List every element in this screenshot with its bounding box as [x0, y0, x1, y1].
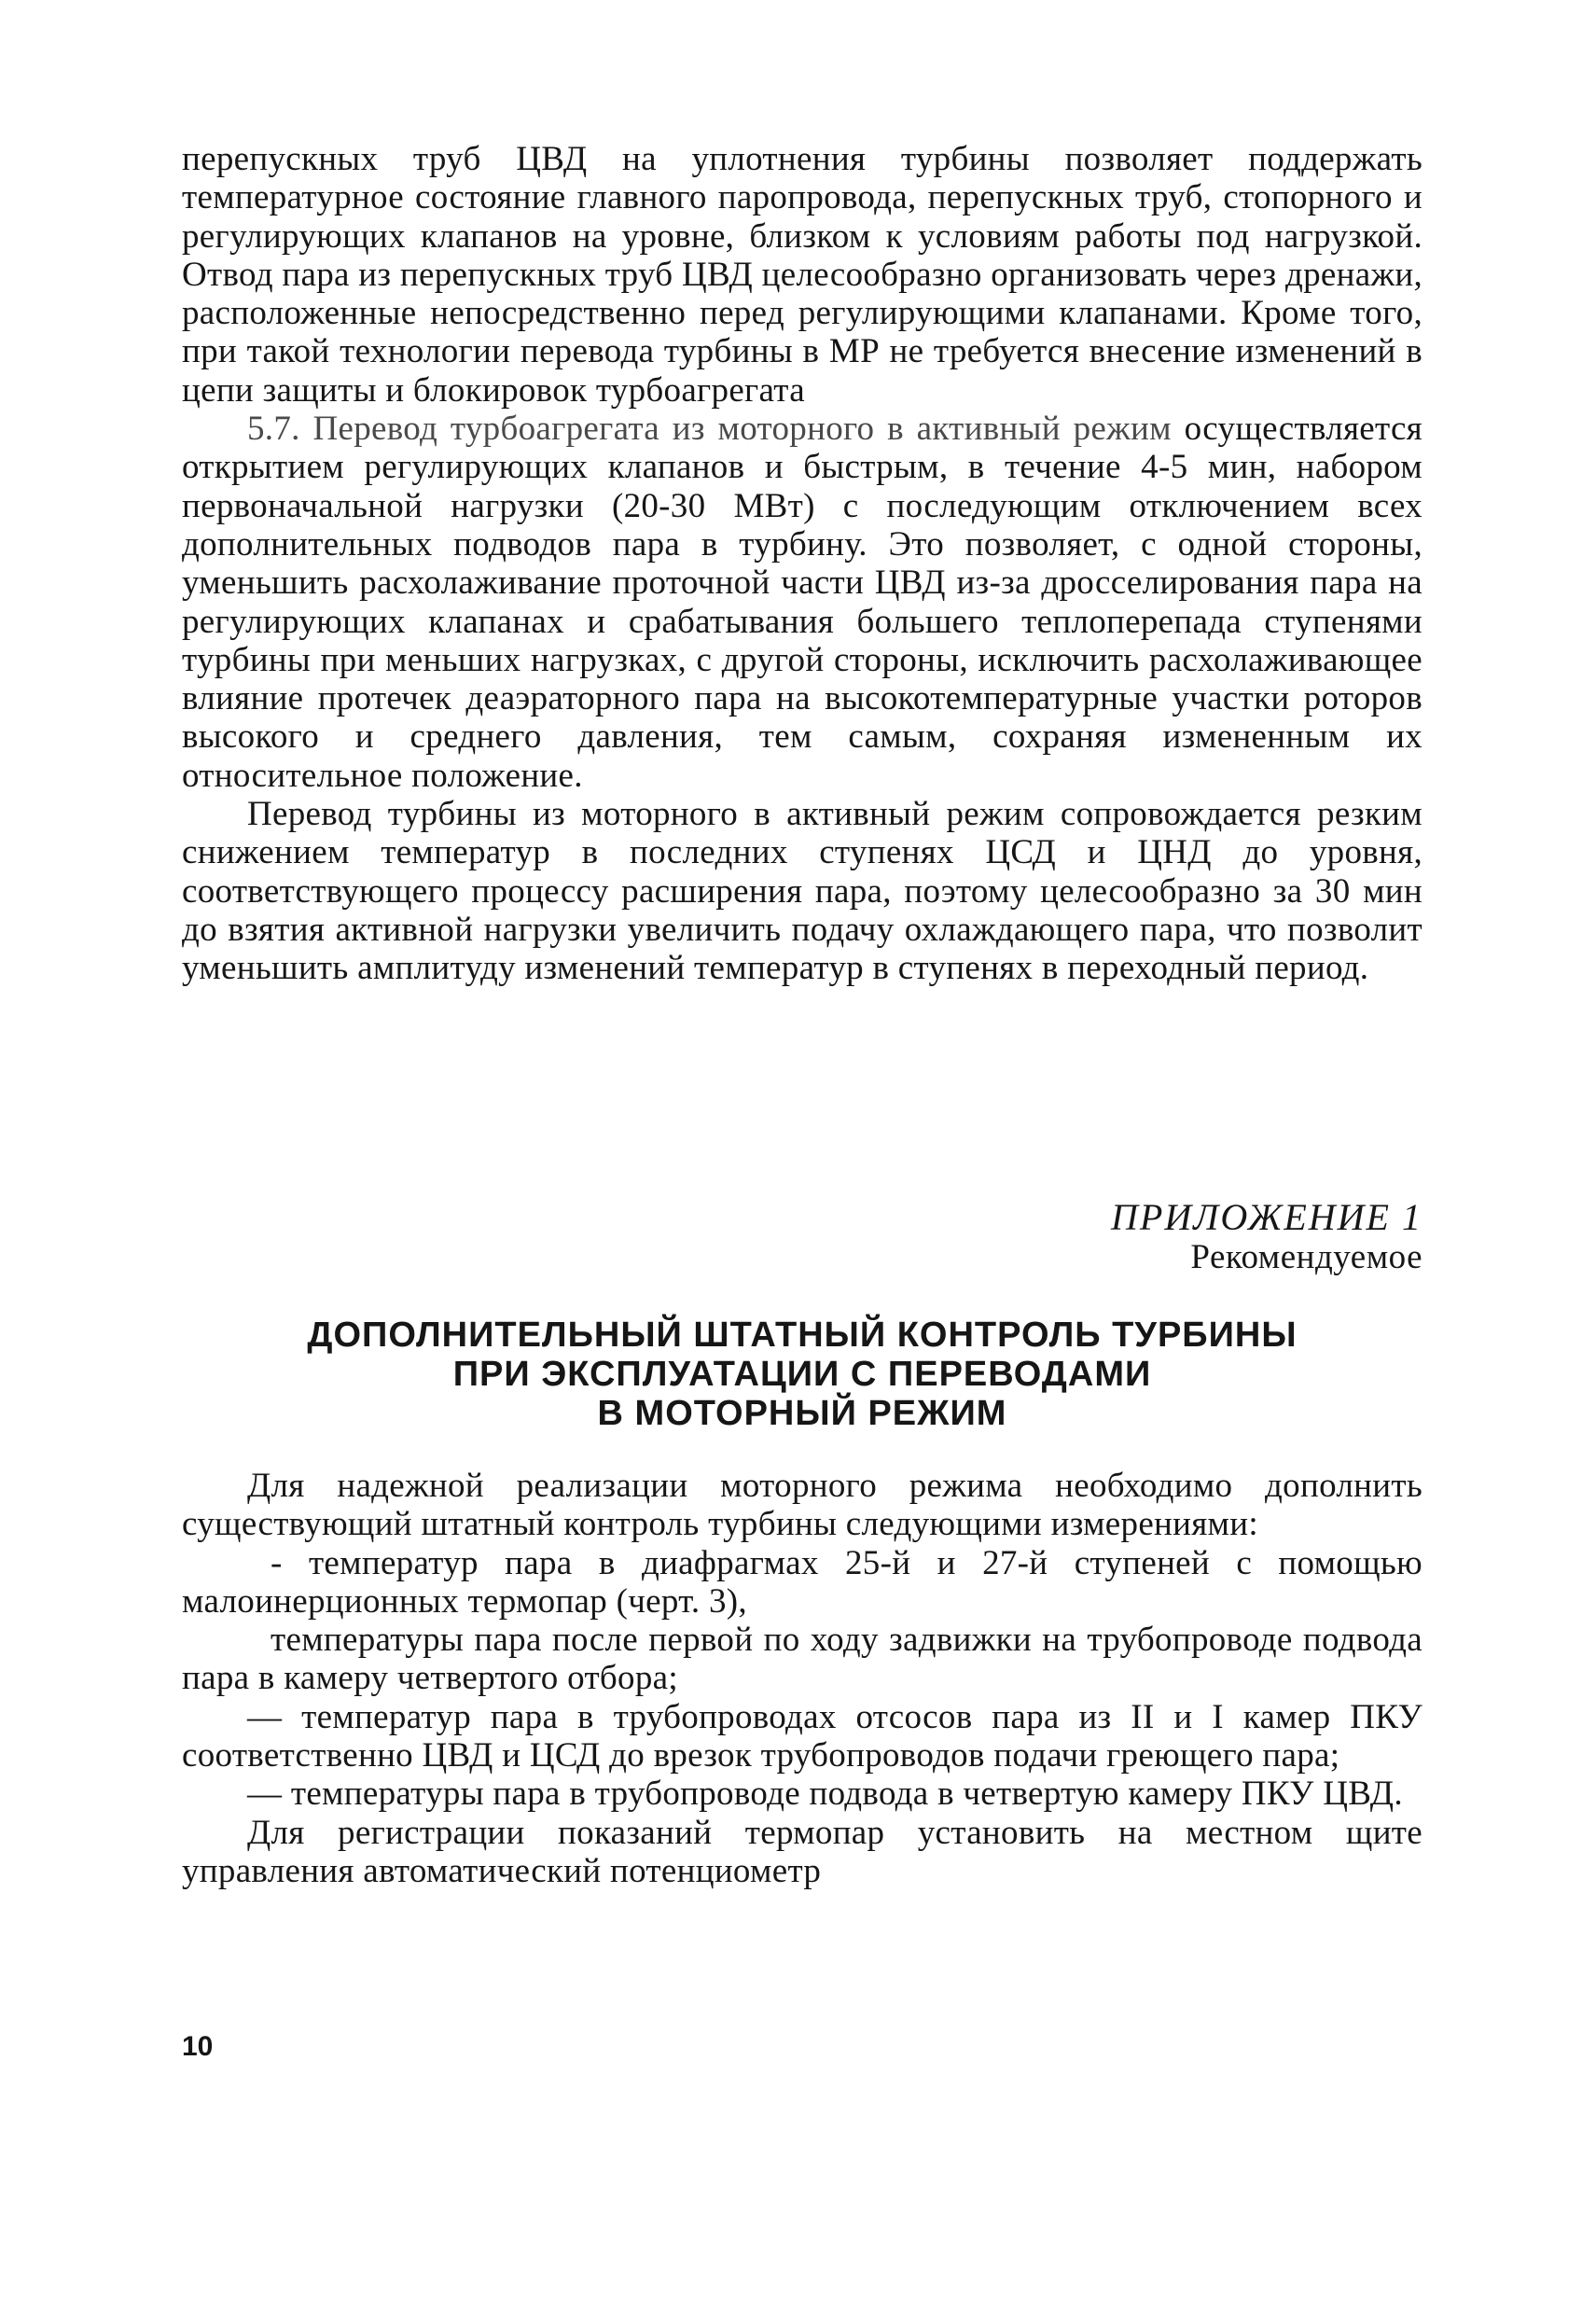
list-item: — температуры пара в трубопроводе подвода в четвертую камеру ПКУ ЦВД. — [247, 1775, 1403, 1814]
page-number: 10 — [182, 2031, 214, 2062]
heading-line-1: ДОПОЛНИТЕЛЬНЫЙ ШТАТНЫЙ КОНТРОЛЬ ТУРБИНЫ — [307, 1316, 1298, 1355]
list-item: — температур пара в трубопроводах отсосов пара из II и I камер ПКУ соответственно ЦВД и ЦСД до врезок трубопроводов подачи греющего пара; — [182, 1697, 1423, 1775]
appendix-label — [863, 1197, 1423, 1277]
heading-line-2: ПРИ ЭКСПЛУАТАЦИИ С ПЕРЕВОДАМИ — [452, 1355, 1152, 1394]
list-item: - температур пара в диафрагмах 25-й и 27-й ступеней с помощью малоинерционных термопар (черт. 3), — [182, 1543, 1423, 1621]
body-text-top — [182, 140, 1423, 988]
section-marker: 5.7. — [247, 410, 300, 449]
intro-paragraph: Для надежной реализации моторного режима необходимо дополнить существующий штатный контроль турбины следующими измерениями: — [182, 1467, 1423, 1544]
appendix-heading — [182, 1316, 1423, 1433]
appendix-status: Рекомендуемое — [1190, 1238, 1423, 1276]
paragraph-transition: Перевод турбины из моторного в активный режим сопровождается резким снижением температур в последних ступенях ЦСД и ЦНД до уровня, соответствующего процессу расширения пара, поэтому целесообразно за 30 мин до взятия активной нагрузки увеличить подачу охлаждающего пара, что позволит уменьшить амплитуду изменений температур в ступенях в переходный период. — [182, 795, 1423, 988]
paragraph-body: осуществляется открытием регулирующих клапанов и быстрым, в течение 4-5 мин, набором первоначальной нагрузки (20-30 МВт) с последующим отключением всех дополнительных подводов пара в турбину. Это позволяет, с одной стороны, уменьшить расхолаживание проточной части ЦВД из-за дросселирования пара на регулирующих клапанах и срабатывания большего теплоперепада ступенями турбины при меньших нагрузках, с другой стороны, исключить расхолаживающее влияние протечек деаэраторного пара на высокотемпературные участки роторов высокого и среднего давления, тем самым, сохраняя измененным их относительное положение. — [182, 410, 1423, 795]
closing-paragraph: Для регистрации показаний термопар установить на местном щите управления автоматический потенциометр — [182, 1813, 1423, 1890]
paragraph-continuation: перепускных труб ЦВД на уплотнения турбины позволяет поддержать температурное состояние главного паропровода, перепускных труб, стопорного и регулирующих клапанов на уровне, близком к условиям работы под нагрузкой. Отвод пара из перепускных труб ЦВД целесообразно организовать через дренажи, расположенные непосредственно перед регулирующими клапанами. Кроме того, при такой технологии перевода турбины в МР не требуется внесение изменений в цепи защиты и блокировок турбоагрегата — [182, 140, 1423, 410]
appendix-number: ПРИЛОЖЕНИЕ 1 — [1111, 1196, 1423, 1238]
heading-line-3: В МОТОРНЫЙ РЕЖИМ — [597, 1394, 1007, 1433]
list-item: температуры пара после первой по ходу задвижки на трубопроводе подвода пара в камеру четвертого отбора; — [182, 1621, 1423, 1698]
body-text-bottom — [182, 1467, 1423, 1890]
paragraph-5-7 — [182, 410, 1423, 795]
paragraph-lead-faded: Перевод турбоагрегата из моторного в активный режим — [312, 410, 1172, 449]
